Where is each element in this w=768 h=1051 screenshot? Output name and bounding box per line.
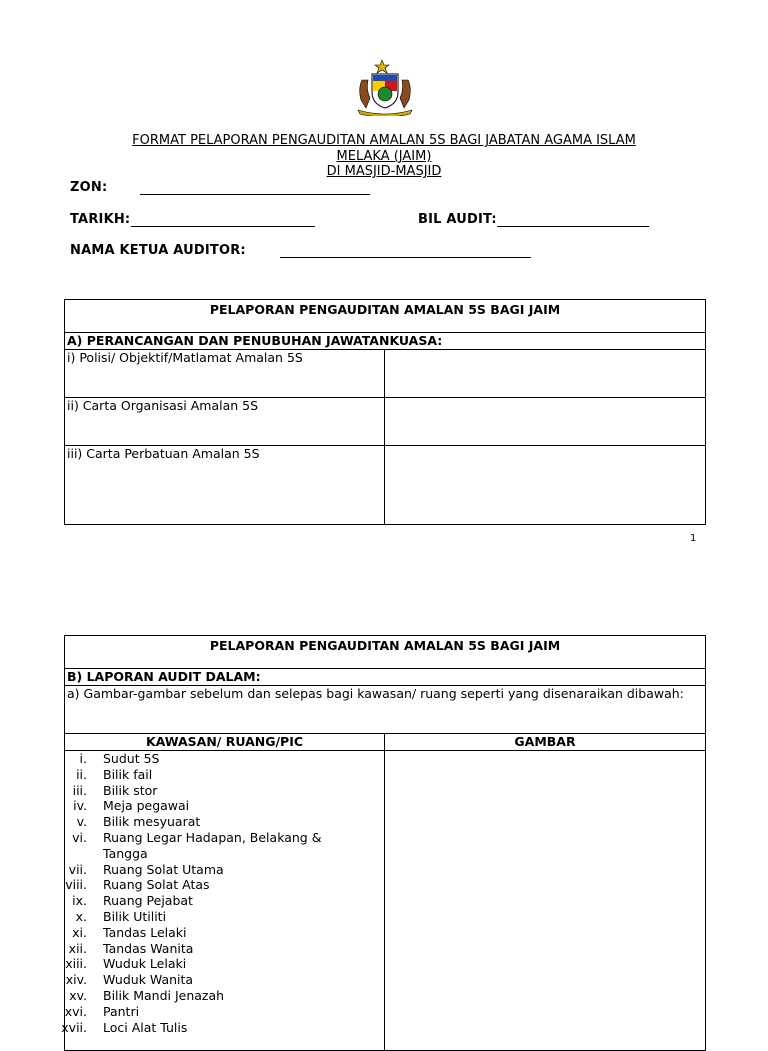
page-gap <box>0 570 768 620</box>
list-item-text: Sudut 5S <box>103 751 160 766</box>
list-item-text: Bilik Mandi Jenazah <box>103 987 225 1003</box>
list-item-number: iv. <box>73 798 87 814</box>
table-a-row-label: iii) Carta Perbatuan Amalan 5S <box>65 446 385 525</box>
list-item <box>61 1019 384 1036</box>
list-item-number: xvii. <box>61 1019 87 1035</box>
gambar-cell[interactable] <box>385 751 706 1051</box>
list-item <box>65 830 384 846</box>
zon-input-line[interactable] <box>140 194 370 195</box>
zon-label: ZON: <box>70 180 108 195</box>
kawasan-list <box>61 751 384 1035</box>
list-item-number: iii. <box>72 782 87 798</box>
table-b-section-heading: B) LAPORAN AUDIT DALAM: <box>65 669 706 686</box>
list-item <box>65 798 384 814</box>
list-item-number: v. <box>76 814 87 830</box>
table-row <box>65 350 706 398</box>
list-item <box>65 783 384 799</box>
list-item-number: xiv. <box>65 972 87 988</box>
list-item <box>65 925 384 941</box>
nama-ketua-auditor-label: NAMA KETUA AUDITOR: <box>70 243 246 258</box>
list-item-number: viii. <box>65 877 87 893</box>
list-item <box>65 909 384 925</box>
table-a-row-value[interactable] <box>385 446 706 525</box>
list-item-text: Loci Alat Tulis <box>103 1019 188 1035</box>
list-item-number: xv. <box>69 987 87 1003</box>
list-item <box>65 862 384 878</box>
table-b-title: PELAPORAN PENGAUDITAN AMALAN 5S BAGI JAIM <box>65 636 706 669</box>
bil-audit-label: BIL AUDIT: <box>418 212 497 227</box>
list-item-text: Tandas Lelaki <box>103 924 187 940</box>
list-item-text: Ruang Pejabat <box>103 893 193 909</box>
melaka-crest-logo <box>352 58 418 116</box>
list-item-text: Meja pegawai <box>103 798 190 814</box>
audit-table-b <box>61 635 706 1051</box>
list-item <box>65 767 384 783</box>
list-item-text: Bilik mesyuarat <box>103 814 201 830</box>
table-row <box>65 398 706 446</box>
nama-ketua-auditor-input-line[interactable] <box>280 257 531 258</box>
list-item-text: Ruang Legar Hadapan, Belakang & <box>103 829 322 845</box>
table-row <box>65 446 706 525</box>
table-a-section-heading: A) PERANCANGAN DAN PENUBUHAN JAWATANKUASA: <box>65 333 706 350</box>
list-item <box>65 814 384 830</box>
list-item-text: Bilik stor <box>103 782 158 798</box>
list-item <box>65 941 384 957</box>
table-a-row-label: i) Polisi/ Objektif/Matlamat Amalan 5S <box>65 350 385 398</box>
list-item-text: Wuduk Lelaki <box>103 956 187 972</box>
list-item-text: Wuduk Wanita <box>103 972 194 988</box>
column-header-kawasan: KAWASAN/ RUANG/PIC <box>65 734 385 751</box>
list-item-number: xii. <box>68 940 87 956</box>
form-title-line-1: FORMAT PELAPORAN PENGAUDITAN AMALAN 5S BAGI JABATAN AGAMA ISLAM <box>132 133 636 148</box>
audit-table-a <box>64 299 706 525</box>
list-item <box>65 751 384 767</box>
table-b-intro-text: a) Gambar-gambar sebelum dan selepas bagi kawasan/ ruang seperti yang disenaraikan dibawah: <box>65 686 706 734</box>
tarikh-label: TARIKH: <box>70 212 131 227</box>
list-item-number: i. <box>79 751 87 766</box>
form-title-line-2: MELAKA (JAIM) <box>336 149 432 164</box>
list-item <box>65 1004 384 1020</box>
form-title-line-3: DI MASJID-MASJID <box>326 164 442 179</box>
page-number: 1 <box>690 533 697 544</box>
list-item-number: vi. <box>72 829 87 845</box>
list-item-text: Ruang Solat Atas <box>103 877 210 893</box>
list-item <box>65 972 384 988</box>
list-item <box>65 988 384 1004</box>
list-item <box>65 877 384 893</box>
list-item-text: Bilik fail <box>103 766 153 782</box>
list-item-text: Tandas Wanita <box>103 940 194 956</box>
list-item-number: xiii. <box>65 956 87 972</box>
kawasan-list-cell <box>61 751 385 1051</box>
list-item-text: Pantri <box>103 1003 140 1019</box>
list-item-number: x. <box>75 908 87 924</box>
list-item-number: xvi. <box>64 1003 87 1019</box>
list-item-number: xi. <box>72 924 87 940</box>
list-item-text: Ruang Solat Utama <box>103 861 224 877</box>
list-item-text: Tangga <box>103 845 148 861</box>
list-item-number: ii. <box>76 766 87 782</box>
column-header-gambar: GAMBAR <box>385 734 706 751</box>
list-item-number: vii. <box>68 861 87 877</box>
tarikh-input-line[interactable] <box>131 226 315 227</box>
page-2 <box>0 620 768 1035</box>
table-a-row-value[interactable] <box>385 398 706 446</box>
list-item <box>65 893 384 909</box>
table-a-row-label: ii) Carta Organisasi Amalan 5S <box>65 398 385 446</box>
list-item-text: Bilik Utiliti <box>103 908 167 924</box>
list-item <box>65 846 384 862</box>
list-item <box>65 956 384 972</box>
table-a-row-value[interactable] <box>385 350 706 398</box>
bil-audit-input-line[interactable] <box>497 226 649 227</box>
table-a-title: PELAPORAN PENGAUDITAN AMALAN 5S BAGI JAIM <box>65 300 706 333</box>
list-item-number: ix. <box>72 893 87 909</box>
